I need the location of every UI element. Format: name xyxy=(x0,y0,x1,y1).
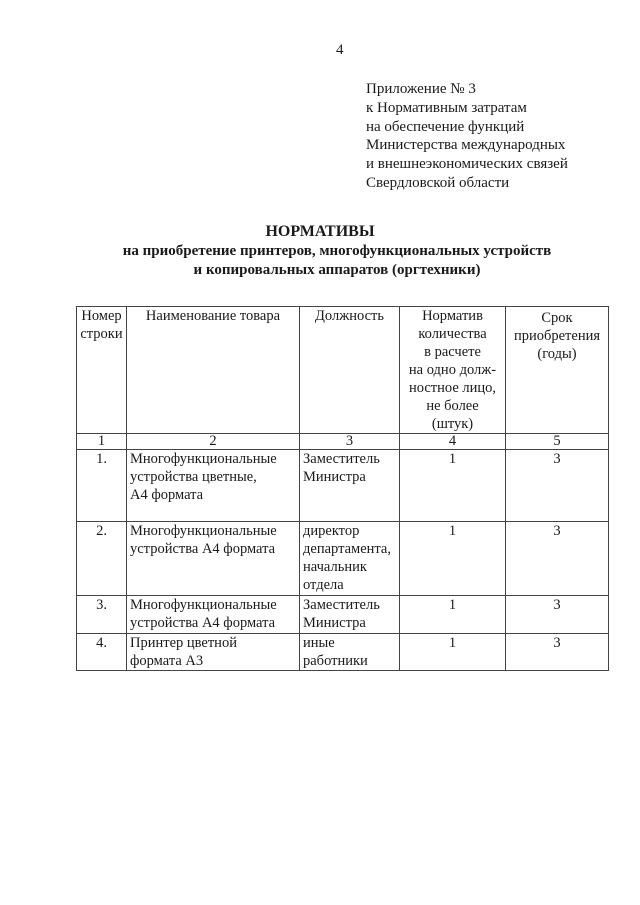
norms-table xyxy=(76,306,609,671)
table-header-row xyxy=(77,307,609,434)
quantity: 1 xyxy=(400,596,506,634)
appendix-line: на обеспечение функций xyxy=(366,118,525,135)
header-position: Должность xyxy=(300,307,400,434)
column-number: 4 xyxy=(400,434,506,450)
quantity: 1 xyxy=(400,634,506,671)
term: 3 xyxy=(506,634,609,671)
row-number: 1. xyxy=(77,450,127,522)
column-number: 2 xyxy=(127,434,300,450)
product-name: Принтер цветной формата А3 xyxy=(127,634,300,671)
appendix-line: Министерства международных xyxy=(366,137,566,154)
quantity: 1 xyxy=(400,522,506,596)
term: 3 xyxy=(506,450,609,522)
product-name: Многофункциональные устройства А4 формата xyxy=(127,522,300,596)
header-product-name: Наименование товара xyxy=(127,307,300,434)
row-number: 4. xyxy=(77,634,127,671)
appendix-line: Свердловской области xyxy=(366,174,510,191)
position: Заместитель Министра xyxy=(300,596,400,634)
title-subtitle-line: и копировальных аппаратов (оргтехники) xyxy=(193,262,481,278)
table-row xyxy=(77,634,609,671)
position: иные работники xyxy=(300,634,400,671)
page-number: 4 xyxy=(336,42,344,58)
position: Заместитель Министра xyxy=(300,450,400,522)
quantity: 1 xyxy=(400,450,506,522)
column-number: 3 xyxy=(300,434,400,450)
appendix-line: к Нормативным затратам xyxy=(366,99,527,116)
column-number-row xyxy=(77,434,609,450)
position: директор департамента, начальник отдела xyxy=(300,522,400,596)
row-number: 2. xyxy=(77,522,127,596)
term: 3 xyxy=(506,522,609,596)
table-row xyxy=(77,596,609,634)
title-heading: НОРМАТИВЫ xyxy=(265,223,375,240)
column-number: 5 xyxy=(506,434,609,450)
column-number: 1 xyxy=(77,434,127,450)
title-subtitle-line: на приобретение принтеров, многофункциональных устройств xyxy=(122,243,552,259)
document-title xyxy=(0,222,640,280)
header-term: Срок приобретения (годы) xyxy=(506,307,609,434)
appendix-reference xyxy=(366,80,568,193)
product-name: Многофункциональные устройства цветные, А4 формата xyxy=(127,450,300,522)
product-name: Многофункциональные устройства А4 формата xyxy=(127,596,300,634)
row-number: 3. xyxy=(77,596,127,634)
appendix-line: Приложение № 3 xyxy=(366,81,476,97)
table-row xyxy=(77,522,609,596)
term: 3 xyxy=(506,596,609,634)
appendix-line: и внешнеэкономических связей xyxy=(366,156,568,173)
header-quantity-norm: Норматив количества в расчете на одно долж- ностное лицо, не более (штук) xyxy=(400,307,506,434)
header-row-number: Номер строки xyxy=(77,307,127,434)
table-row xyxy=(77,450,609,522)
